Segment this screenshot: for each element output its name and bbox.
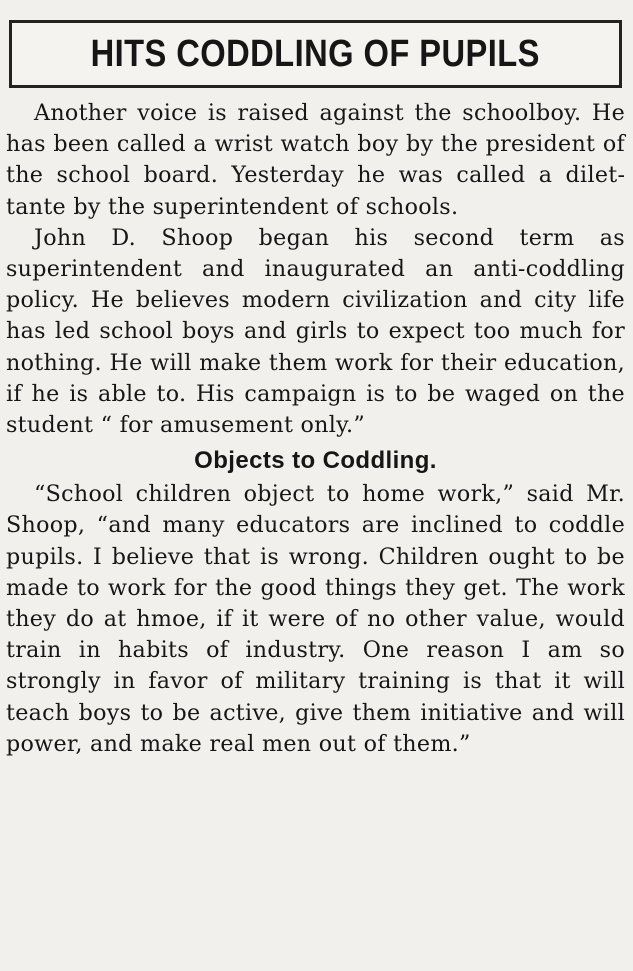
headline: HITS CODDLING OF PUPILS <box>90 32 541 75</box>
paragraph-3: “School children object to home work,” said Mr. Shoop, “and many educators are inclined to coddle pupils. I believe that is wrong. Children ought to be made to work for the good things they get. The work they do at hmoe, if it were of no other value, would train in habits of industry. One reason I am so strongly in favor of military training is that it will teach boys to be active, give them initiative and will power, and make real men out of them.” <box>6 481 625 757</box>
paragraph-2: John D. Shoop began his second term as superintendent and inaugurated an anti-coddling policy. He believes modern civilization and city life has led school boys and girls to expect too much for nothing. He will make them work for their education, if he is able to. His campaign is to be waged on the student “ for amusement only.” <box>6 224 625 439</box>
subheading: Objects to Coddling. <box>194 447 437 475</box>
headline-box <box>9 20 622 88</box>
paragraph-1: Another voice is raised against the schoolboy. He has been called a wrist watch boy by the president of the school board. Yesterday he was called a dilettante by the superintendent of schools. <box>6 100 625 220</box>
article-body <box>6 98 625 760</box>
